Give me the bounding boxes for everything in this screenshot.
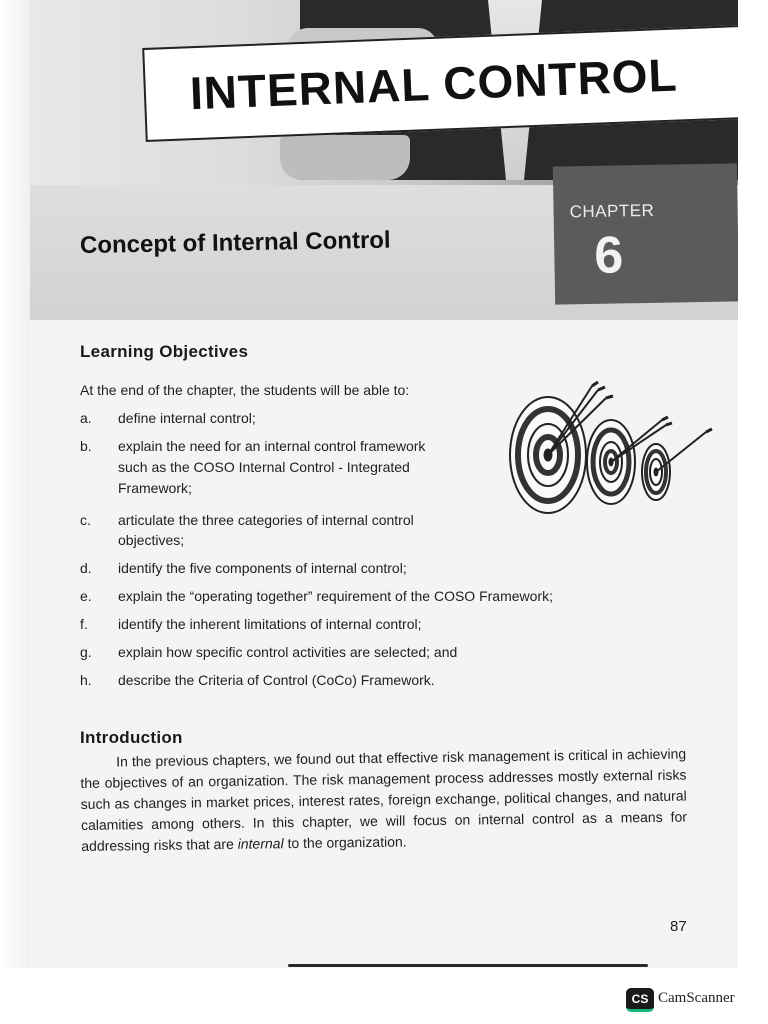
- list-item-text: Framework;: [118, 480, 192, 496]
- list-item-text: explain how specific control activities are selected; and: [118, 644, 458, 660]
- page-edge: [0, 0, 30, 968]
- list-item-text: explain the “operating together” requirement of the COSO Framework;: [118, 588, 553, 604]
- introduction-text-end: to the organization.: [283, 833, 407, 852]
- list-item-letter: f.: [80, 616, 88, 632]
- list-item-letter: g.: [80, 644, 92, 660]
- learning-objectives-heading: Learning Objectives: [80, 342, 249, 361]
- list-item-letter: a.: [80, 410, 92, 426]
- list-item-letter: c.: [80, 512, 91, 528]
- archery-targets-illustration: [506, 380, 716, 520]
- camscanner-logo-icon: CS: [626, 988, 654, 1012]
- list-item-text: identify the five components of internal control;: [118, 560, 407, 576]
- chapter-title: Concept of Internal Control: [79, 226, 391, 259]
- list-item-text: define internal control;: [118, 410, 256, 426]
- list-item-text: identify the inherent limitations of internal control;: [118, 616, 422, 632]
- list-item-text: such as the COSO Internal Control - Integrated: [118, 459, 410, 475]
- scanned-page: [30, 0, 738, 968]
- camscanner-label: CamScanner: [658, 990, 735, 1006]
- list-item-text: articulate the three categories of internal control: [118, 512, 414, 528]
- list-item-letter: b.: [80, 438, 92, 454]
- bottom-rule: [288, 964, 648, 967]
- introduction-heading: Introduction: [80, 728, 183, 747]
- page-number: 87: [670, 918, 687, 935]
- list-item-text: objectives;: [118, 532, 185, 548]
- page-content: [30, 0, 738, 968]
- list-item-text: describe the Criteria of Control (CoCo) Framework.: [118, 672, 435, 688]
- introduction-paragraph: [80, 744, 687, 857]
- list-item-letter: h.: [80, 672, 92, 688]
- chapter-label: CHAPTER: [569, 200, 655, 222]
- list-item-text: explain the need for an internal control framework: [118, 438, 426, 454]
- introduction-text: In the previous chapters, we found out that effective risk management is critical in achieving the objectives of an organization. The risk management process addresses mostly external risks such as changes in market prices, interest rates, foreign exchange, political changes, and natural calamities among others. In this chapter, we will focus on internal control as a means for addressing risks that are: [80, 745, 688, 854]
- list-item-letter: d.: [80, 560, 92, 576]
- list-item-letter: e.: [80, 588, 92, 604]
- chapter-number: 6: [593, 226, 624, 285]
- objectives-intro: At the end of the chapter, the students will be able to:: [80, 382, 410, 398]
- introduction-emphasis: internal: [237, 835, 284, 852]
- banner-title: INTERNAL CONTROL: [188, 48, 679, 120]
